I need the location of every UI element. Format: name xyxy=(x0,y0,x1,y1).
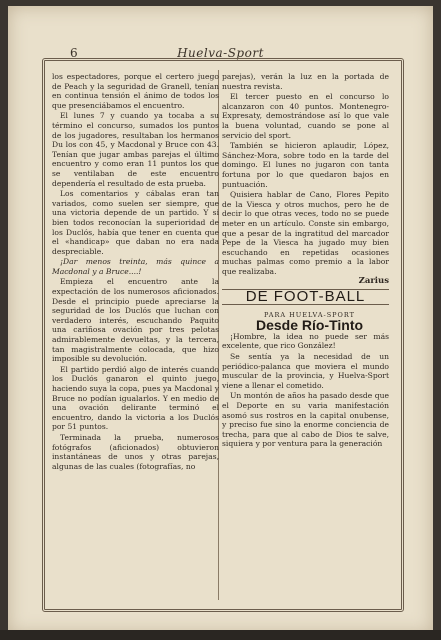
paragraph: Se sentía ya la necesidad de un periódico-palanca que moviera el mundo muscular de la provincia, y Huelva-Sport viene a llenar el cometido. xyxy=(222,352,389,390)
paragraph: Terminada la prueba, numerosos fotógrafos (aficionados) obtuvieron instantáneas de unos y otras parejas, algunas de las cuales (fotografías, no xyxy=(52,432,219,471)
paragraph: parejas), verán la luz en la portada de nuestra revista. xyxy=(222,72,389,91)
paragraph-quote: ¡Dar menos treinta, más quince a Macdonal y a Bruce....! xyxy=(52,257,219,276)
left-column xyxy=(52,72,219,472)
paragraph: Quisiera hablar de Cano, Flores Pepito de la Viesca y otros muchos, pero he de decir lo que otras veces, todo no se puede meter en un artículo. Conste sin embargo, que a pesar de la ingratitud del marcador Pepe de la Viesca ha jugado muy bien escuchando en repetidas ocasiones muchas palmas como premio a la labor que realizaba. xyxy=(222,190,389,276)
paragraph: ¡Hombre, la idea no puede ser más excelente, que rico González! xyxy=(222,331,389,351)
right-column xyxy=(222,72,389,450)
paragraph: El tercer puesto en el concurso lo alcanzaron con 40 puntos. Montenegro-Expresaty, demostrándose así lo que vale la buena voluntad, cuando se pone al servicio del sport. xyxy=(222,92,389,140)
article-subtitle: Desde Río-Tinto xyxy=(255,317,364,334)
paragraph: El partido perdió algo de interés cuando los Duclós ganaron el quinto juego, haciendo suya la copa, pues ya Macdonal y Bruce no podían igualarlos. Y en medio de una ovación delirante terminó el encuentro, dando la victoria a los Duclós por 51 puntos. xyxy=(52,364,219,432)
section-byline: PARA HUELVA-SPORT xyxy=(264,310,355,319)
paragraph: Un montón de años ha pasado desde que el Deporte en su varia manifestación asomó sus rostros en la capital onubense, y preciso fue sino la enorme conciencia de trecha, para que al cabo de Dios te salve, siquiera y por ventura para la generación xyxy=(222,391,389,449)
paragraph: Los comentarios y cábalas eran tan variados, como suelen ser siempre, que una victoria depende de un partido. Y si bien todos reconocían la superioridad de los Duclós, había que tener en cuenta que el «handicap» que daban no era nada despreciable. xyxy=(52,189,219,256)
page-number: 6 xyxy=(70,46,78,60)
paragraph: los espectadores, porque el certero juego de Peach y la seguridad de Granell, tenían en continua tensión el ánimo de todos los que presenciábamos el encuentro. xyxy=(52,72,219,110)
paragraph: El lunes 7 y cuando ya tocaba a su término el concurso, sumados los puntos de los jugadores, resultaban los hermanos Du los con 45, y Macdonal y Bruce con 43. Tenían que jugar ambas parejas el último encuentro y como eran 11 puntos los que se ventilaban de este encuentro dependería el resultado de esta prueba. xyxy=(52,111,219,188)
paragraph: También se hicieron aplaudir, López, Sánchez-Mora, sobre todo en la tarde del domingo. El lunes no jugaron con tanta fortuna por lo que quedaron bajos en puntuación. xyxy=(222,141,389,189)
paragraph: Empieza el encuentro ante la expectación de los numerosos aficionados. Desde el principio puede apreciarse la seguridad de los Duclós que luchan con verdadero interés, escuchando Paquito una cariñosa ovación por tres pelotas admirablemente devueltas, y la tercera, tan magistralmente colocada, que hizo imposible su devolución. xyxy=(52,277,219,364)
section-title: DE FOOT-BALL xyxy=(222,289,389,305)
scan-bottom-edge xyxy=(0,630,441,640)
journal-title: Huelva-Sport xyxy=(177,46,264,60)
author-signature: Zarius xyxy=(358,276,389,287)
